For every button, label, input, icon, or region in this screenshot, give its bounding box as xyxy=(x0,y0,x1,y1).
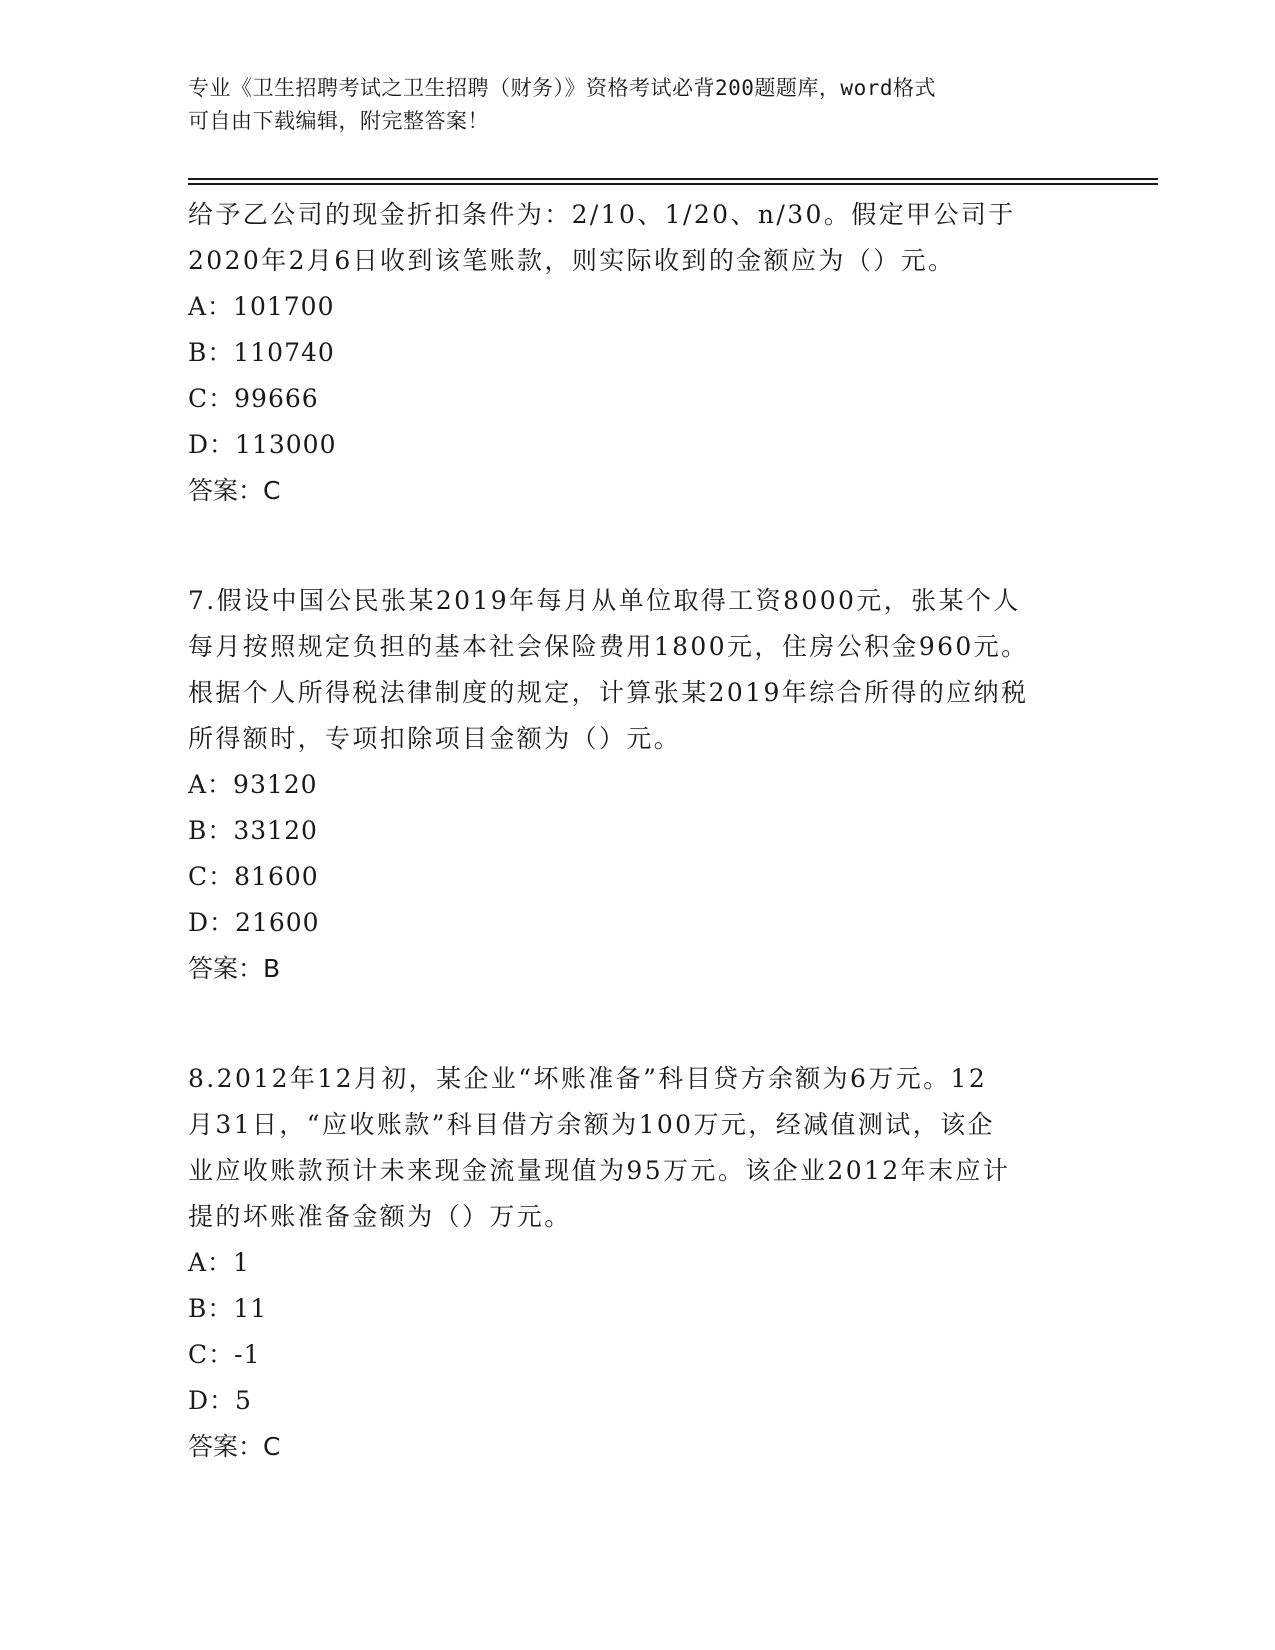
option-a: A：1 xyxy=(188,1248,250,1277)
option-d: D：113000 xyxy=(188,430,337,459)
answer-text: 答案：C xyxy=(188,476,281,505)
header-line-1: 专业《卫生招聘考试之卫生招聘（财务）》资格考试必背200题题库，word格式 xyxy=(188,76,936,100)
answer-text: 答案：B xyxy=(188,954,281,983)
document-header xyxy=(188,72,1088,138)
question-text-line: 所得额时，专项扣除项目金额为（）元。 xyxy=(188,724,682,753)
question-text-line: 业应收账款预计未来现金流量现值为95万元。该企业2012年末应计 xyxy=(188,1156,1011,1185)
question-text-line: 2020年2月6日收到该笔账款，则实际收到的金额应为（）元。 xyxy=(188,246,956,275)
question-text-line: 7.假设中国公民张某2019年每月从单位取得工资8000元，张某个人 xyxy=(188,586,1021,615)
option-c: C：-1 xyxy=(188,1340,261,1369)
option-a: A：101700 xyxy=(188,292,335,321)
question-text-line: 根据个人所得税法律制度的规定，计算张某2019年综合所得的应纳税 xyxy=(188,678,1029,707)
header-divider-top xyxy=(188,178,1158,180)
question-text-line: 提的坏账准备金额为（）万元。 xyxy=(188,1202,572,1231)
question-spacer xyxy=(188,992,1088,1056)
question-block-6 xyxy=(188,192,1088,514)
question-list xyxy=(188,192,1088,1470)
question-block-8 xyxy=(188,1056,1088,1470)
option-b: B：110740 xyxy=(188,338,335,367)
question-block-7 xyxy=(188,578,1088,992)
question-text-line: 每月按照规定负担的基本社会保险费用1800元，住房公积金960元。 xyxy=(188,632,1029,661)
option-b: B：33120 xyxy=(188,816,318,845)
option-a: A：93120 xyxy=(188,770,318,799)
option-d: D：21600 xyxy=(188,908,320,937)
question-text-line: 8.2012年12月初，某企业“坏账准备”科目贷方余额为6万元。12 xyxy=(188,1064,988,1093)
header-divider-bottom xyxy=(188,183,1158,185)
header-line-2: 可自由下载编辑，附完整答案！ xyxy=(188,109,489,133)
question-text-line: 给予乙公司的现金折扣条件为：2/10、1/20、n/30。假定甲公司于 xyxy=(188,200,1016,229)
option-d: D：5 xyxy=(188,1386,252,1415)
option-c: C：99666 xyxy=(188,384,319,413)
question-text-line: 月31日，“应收账款”科目借方余额为100万元，经减值测试，该企 xyxy=(188,1110,995,1139)
question-spacer xyxy=(188,514,1088,578)
answer-text: 答案：C xyxy=(188,1432,281,1461)
option-c: C：81600 xyxy=(188,862,319,891)
option-b: B：11 xyxy=(188,1294,268,1323)
